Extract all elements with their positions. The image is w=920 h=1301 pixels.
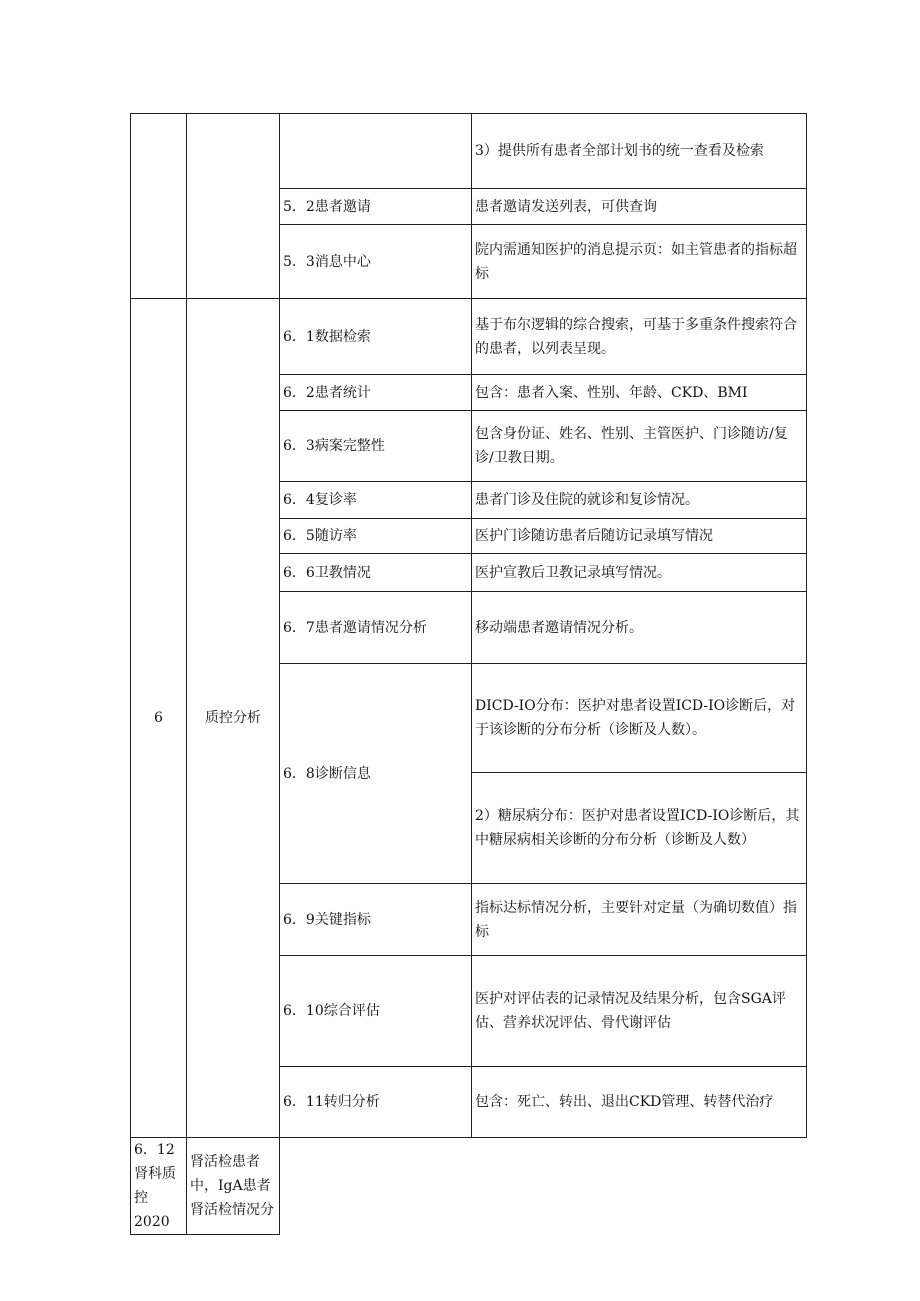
feature-description: 患者门诊及住院的就诊和复诊情况。	[472, 482, 807, 519]
feature-description: 指标达标情况分析，主要针对定量（为确切数值）指标	[472, 884, 807, 956]
table-row	[131, 1138, 807, 1235]
feature-description: 医护对评估表的记录情况及结果分析，包含SGA评估、营养状况评估、骨代谢评估	[472, 956, 807, 1067]
feature-name: 5．2患者邀请	[280, 189, 472, 225]
feature-description: 院内需通知医护的消息提示页：如主管患者的指标超标	[472, 225, 807, 299]
section5-number-cell	[131, 114, 187, 299]
table-row	[131, 114, 807, 189]
feature-name: 6．11转归分析	[280, 1067, 472, 1138]
feature-name: 6．2患者统计	[280, 375, 472, 411]
feature-description: DICD-IO分布：医护对患者设置ICD-IO诊断后，对于该诊断的分布分析（诊断及人数）。	[472, 664, 807, 773]
feature-name: 6．12肾科质控2020	[131, 1138, 187, 1235]
feature-description: 医护宣教后卫教记录填写情况。	[472, 554, 807, 592]
feature-name: 6．5随访率	[280, 519, 472, 554]
feature-description: 包含身份证、姓名、性别、主管医护、门诊随访/复诊/卫教日期。	[472, 411, 807, 482]
feature-name: 6．1数据检索	[280, 299, 472, 375]
feature-description: 移动端患者邀请情况分析。	[472, 592, 807, 664]
feature-name: 6．4复诊率	[280, 482, 472, 519]
feature-name: 6．7患者邀请情况分析	[280, 592, 472, 664]
feature-description: 基于布尔逻辑的综合搜索，可基于多重条件搜索符合的患者，以列表呈现。	[472, 299, 807, 375]
section-category: 质控分析	[187, 299, 280, 1138]
feature-name: 6．3病案完整性	[280, 411, 472, 482]
feature-name	[280, 114, 472, 189]
feature-name: 6．6卫教情况	[280, 554, 472, 592]
spec-table	[130, 113, 807, 1235]
feature-name: 6．9关键指标	[280, 884, 472, 956]
feature-description: 包含：患者入案、性别、年龄、CKD、BMI	[472, 375, 807, 411]
feature-description: 肾活检患者中，IgA患者肾活检情况分	[187, 1138, 280, 1235]
section-number: 6	[131, 299, 187, 1138]
feature-description: 2）糖尿病分布：医护对患者设置ICD-IO诊断后，其中糖尿病相关诊断的分布分析（诊断及人数）	[472, 773, 807, 884]
feature-name: 5．3消息中心	[280, 225, 472, 299]
feature-description: 3）提供所有患者全部计划书的统一查看及检索	[472, 114, 807, 189]
feature-name: 6．8诊断信息	[280, 664, 472, 884]
feature-description: 患者邀请发送列表，可供查询	[472, 189, 807, 225]
table-row	[131, 299, 807, 375]
feature-description: 医护门诊随访患者后随访记录填写情况	[472, 519, 807, 554]
feature-description: 包含：死亡、转出、退出CKD管理、转替代治疗	[472, 1067, 807, 1138]
section5-category-cell	[187, 114, 280, 299]
feature-name: 6．10综合评估	[280, 956, 472, 1067]
